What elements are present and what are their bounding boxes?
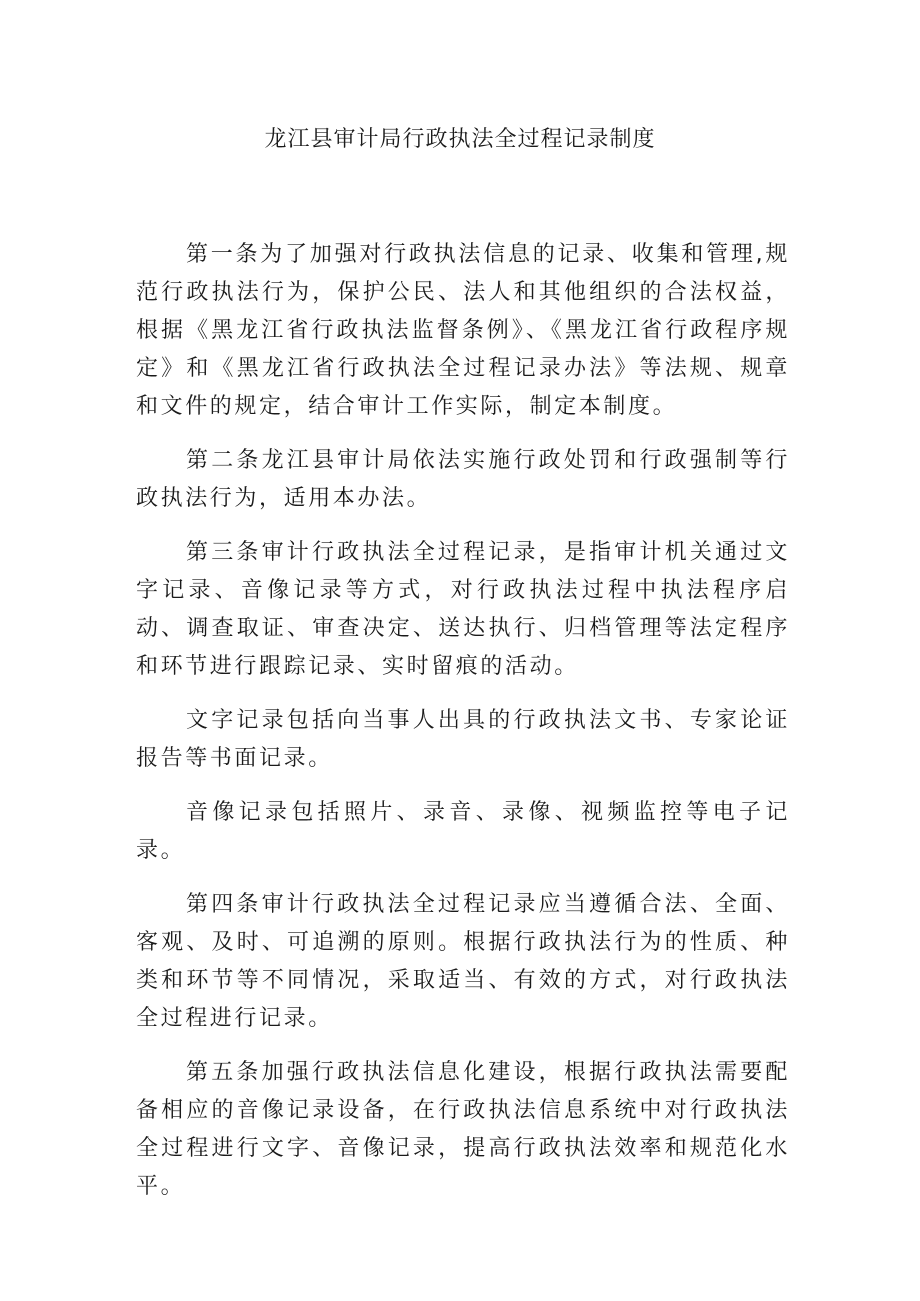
article-3-paragraph: 第三条审计行政执法全过程记录，是指审计机关通过文字记录、音像记录等方式，对行政执法过程中执法程序启动、调查取证、审查决定、送达执行、归档管理等法定程序和环节进行跟踪记录、实时留痕的活动。 — [136, 540, 790, 679]
article-4-paragraph: 第四条审计行政执法全过程记录应当遵循合法、全面、客观、及时、可追溯的原则。根据行政执法行为的性质、种类和环节等不同情况，采取适当、有效的方式，对行政执法全过程进行记录。 — [136, 892, 790, 1031]
article-1-paragraph: 第一条为了加强对行政执法信息的记录、收集和管理,规范行政执法行为，保护公民、法人和其他组织的合法权益，根据《黑龙江省行政执法监督条例》、《黑龙江省行政程序规定》和《黑龙江省行政执法全过程记录办法》等法规、规章和文件的规定，结合审计工作实际，制定本制度。 — [136, 242, 790, 419]
article-2-paragraph: 第二条龙江县审计局依法实施行政处罚和行政强制等行政执法行为，适用本办法。 — [136, 448, 790, 511]
document-body — [136, 236, 790, 1222]
article-5-paragraph: 第五条加强行政执法信息化建设，根据行政执法需要配备相应的音像记录设备，在行政执法信息系统中对行政执法全过程进行文字、音像记录，提高行政执法效率和规范化水平。 — [136, 1060, 790, 1199]
document-title: 龙江县审计局行政执法全过程记录制度 — [264, 127, 656, 152]
audio-video-record-paragraph: 音像记录包括照片、录音、录像、视频监控等电子记录。 — [136, 800, 790, 863]
text-record-paragraph: 文字记录包括向当事人出具的行政执法文书、专家论证报告等书面记录。 — [136, 708, 790, 771]
